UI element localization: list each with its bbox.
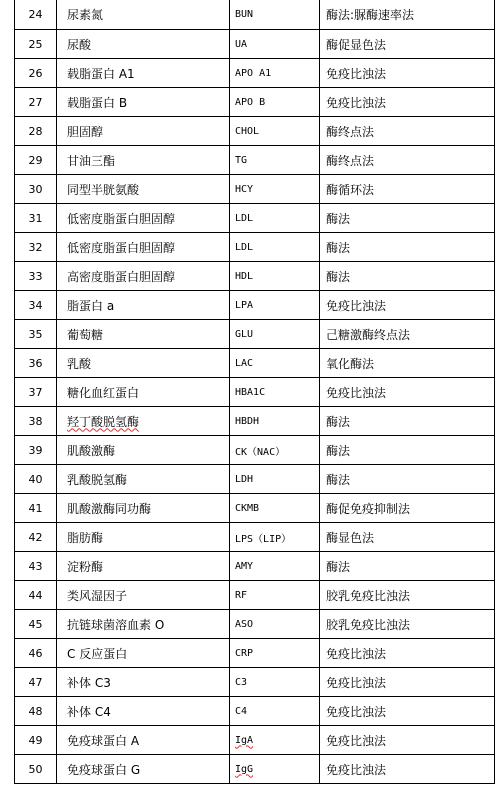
test-items-table	[14, 0, 495, 784]
item-method: 酶促免疫抑制法	[320, 494, 495, 523]
row-number: 35	[15, 320, 57, 349]
item-abbreviation: CRP	[230, 639, 320, 668]
item-method: 酶法:脲酶速率法	[320, 0, 495, 30]
row-number: 30	[15, 175, 57, 204]
item-abbreviation: LDL	[230, 233, 320, 262]
table-row	[15, 552, 495, 581]
table-row	[15, 378, 495, 407]
item-abbreviation: C3	[230, 668, 320, 697]
item-method: 免疫比浊法	[320, 378, 495, 407]
item-method: 酶法	[320, 552, 495, 581]
item-name: 糖化血红蛋白	[57, 378, 230, 407]
table-row	[15, 407, 495, 436]
row-number: 39	[15, 436, 57, 465]
item-abbreviation	[230, 755, 320, 784]
item-name: 肌酸激酶	[57, 436, 230, 465]
item-name: 免疫球蛋白 A	[57, 726, 230, 755]
table-row	[15, 668, 495, 697]
item-abbreviation: ASO	[230, 610, 320, 639]
table-row	[15, 755, 495, 784]
item-method: 酶法	[320, 407, 495, 436]
item-name: 载脂蛋白 A1	[57, 59, 230, 88]
item-name: 免疫球蛋白 G	[57, 755, 230, 784]
table-row	[15, 349, 495, 378]
row-number: 48	[15, 697, 57, 726]
item-name: 乳酸	[57, 349, 230, 378]
item-name: 脂蛋白 a	[57, 291, 230, 320]
item-abbreviation: LDH	[230, 465, 320, 494]
row-number: 46	[15, 639, 57, 668]
table-row	[15, 494, 495, 523]
item-method: 酶法	[320, 262, 495, 291]
item-abbreviation: UA	[230, 30, 320, 59]
item-name-text: 羟丁酸脱氢酶	[67, 414, 140, 429]
item-method: 酶法	[320, 465, 495, 494]
item-abbreviation: LPS（LIP）	[230, 523, 320, 552]
row-number: 50	[15, 755, 57, 784]
row-number: 47	[15, 668, 57, 697]
item-method: 酶法	[320, 204, 495, 233]
item-abbreviation: RF	[230, 581, 320, 610]
item-abbreviation: HBA1C	[230, 378, 320, 407]
table-body	[15, 0, 495, 784]
table-row	[15, 175, 495, 204]
item-method: 氧化酶法	[320, 349, 495, 378]
item-name: 类风湿因子	[57, 581, 230, 610]
item-name: 高密度脂蛋白胆固醇	[57, 262, 230, 291]
row-number: 31	[15, 204, 57, 233]
item-method: 酶法	[320, 436, 495, 465]
item-abbreviation: GLU	[230, 320, 320, 349]
table-row	[15, 639, 495, 668]
item-name: 低密度脂蛋白胆固醇	[57, 233, 230, 262]
item-name: 补体 C4	[57, 697, 230, 726]
item-method: 酶促显色法	[320, 30, 495, 59]
row-number: 41	[15, 494, 57, 523]
item-method: 免疫比浊法	[320, 291, 495, 320]
row-number: 34	[15, 291, 57, 320]
row-number: 33	[15, 262, 57, 291]
item-name: 尿酸	[57, 30, 230, 59]
item-name: 乳酸脱氢酶	[57, 465, 230, 494]
item-abbreviation	[230, 726, 320, 755]
row-number: 49	[15, 726, 57, 755]
item-name: 胆固醇	[57, 117, 230, 146]
row-number: 43	[15, 552, 57, 581]
table-row	[15, 291, 495, 320]
row-number: 26	[15, 59, 57, 88]
item-method: 酶法	[320, 233, 495, 262]
item-abbreviation: LAC	[230, 349, 320, 378]
item-method: 酶显色法	[320, 523, 495, 552]
item-name: 葡萄糖	[57, 320, 230, 349]
item-method: 胶乳免疫比浊法	[320, 610, 495, 639]
item-abbreviation: APO B	[230, 88, 320, 117]
item-name	[57, 407, 230, 436]
table-row	[15, 581, 495, 610]
row-number: 40	[15, 465, 57, 494]
item-name: 抗链球菌溶血素 O	[57, 610, 230, 639]
table-row	[15, 320, 495, 349]
item-method: 免疫比浊法	[320, 668, 495, 697]
row-number: 32	[15, 233, 57, 262]
row-number: 37	[15, 378, 57, 407]
item-abbreviation: C4	[230, 697, 320, 726]
row-number: 25	[15, 30, 57, 59]
item-abbreviation: HDL	[230, 262, 320, 291]
item-method: 免疫比浊法	[320, 755, 495, 784]
item-abbreviation: TG	[230, 146, 320, 175]
item-abbreviation-text: IgG	[235, 763, 254, 775]
item-name: C 反应蛋白	[57, 639, 230, 668]
item-name: 载脂蛋白 B	[57, 88, 230, 117]
item-name: 肌酸激酶同功酶	[57, 494, 230, 523]
item-method: 免疫比浊法	[320, 697, 495, 726]
table-row	[15, 262, 495, 291]
table-row	[15, 233, 495, 262]
item-abbreviation-text: IgA	[235, 734, 254, 746]
row-number: 29	[15, 146, 57, 175]
row-number: 42	[15, 523, 57, 552]
item-method: 免疫比浊法	[320, 59, 495, 88]
item-name: 淀粉酶	[57, 552, 230, 581]
item-method: 酶循环法	[320, 175, 495, 204]
item-abbreviation: AMY	[230, 552, 320, 581]
item-name: 脂肪酶	[57, 523, 230, 552]
item-abbreviation: CK（NAC）	[230, 436, 320, 465]
item-abbreviation: LPA	[230, 291, 320, 320]
item-abbreviation: HCY	[230, 175, 320, 204]
item-abbreviation: APO A1	[230, 59, 320, 88]
table-row	[15, 523, 495, 552]
table-row	[15, 88, 495, 117]
item-abbreviation: CKMB	[230, 494, 320, 523]
table-row	[15, 726, 495, 755]
item-abbreviation: BUN	[230, 0, 320, 30]
item-name: 尿素氮	[57, 0, 230, 30]
table-row	[15, 146, 495, 175]
item-method: 免疫比浊法	[320, 726, 495, 755]
row-number: 27	[15, 88, 57, 117]
row-number: 44	[15, 581, 57, 610]
row-number: 24	[15, 0, 57, 30]
table-row	[15, 117, 495, 146]
item-name: 同型半胱氨酸	[57, 175, 230, 204]
table-row	[15, 465, 495, 494]
item-method: 免疫比浊法	[320, 88, 495, 117]
item-name: 补体 C3	[57, 668, 230, 697]
item-method: 酶终点法	[320, 146, 495, 175]
table-row	[15, 30, 495, 59]
item-abbreviation: CHOL	[230, 117, 320, 146]
table-row	[15, 697, 495, 726]
item-method: 胶乳免疫比浊法	[320, 581, 495, 610]
row-number: 38	[15, 407, 57, 436]
row-number: 36	[15, 349, 57, 378]
table-row	[15, 204, 495, 233]
item-abbreviation: HBDH	[230, 407, 320, 436]
item-name: 甘油三酯	[57, 146, 230, 175]
table-row	[15, 0, 495, 30]
item-name: 低密度脂蛋白胆固醇	[57, 204, 230, 233]
item-abbreviation: LDL	[230, 204, 320, 233]
item-method: 酶终点法	[320, 117, 495, 146]
item-method: 免疫比浊法	[320, 639, 495, 668]
row-number: 45	[15, 610, 57, 639]
table-row	[15, 59, 495, 88]
table-row	[15, 436, 495, 465]
row-number: 28	[15, 117, 57, 146]
item-method: 己糖激酶终点法	[320, 320, 495, 349]
table-row	[15, 610, 495, 639]
